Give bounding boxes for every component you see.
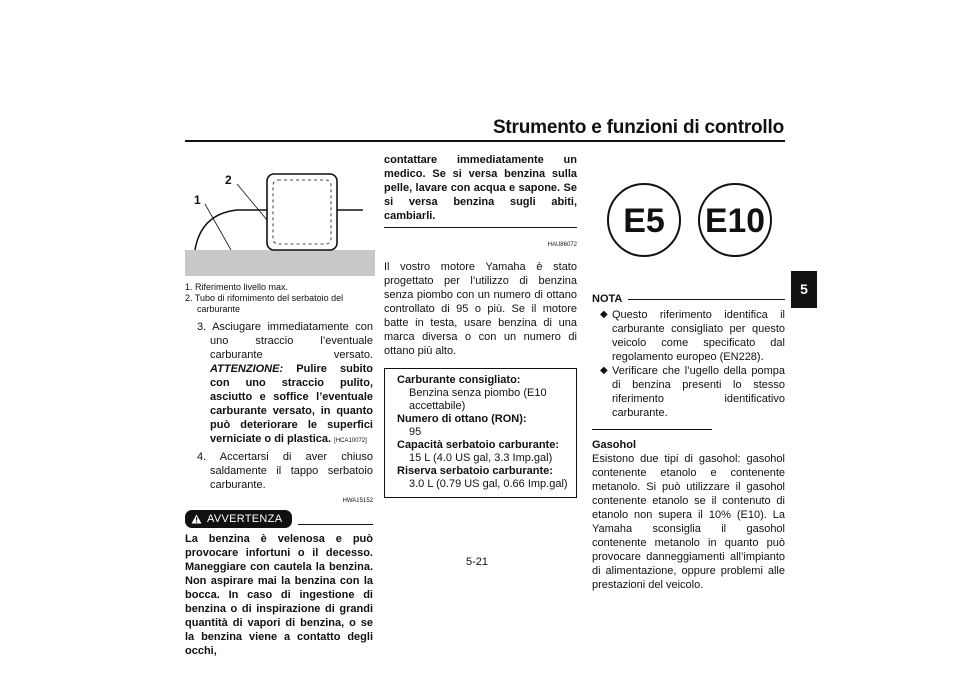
fuel-label-symbols: [606, 180, 774, 260]
column-1: [185, 282, 373, 658]
e10-text: E10: [705, 202, 765, 240]
fuel-filler-illustration: [185, 168, 375, 276]
spec-value: 15 L (4.0 US gal, 3.3 Imp.gal): [409, 452, 553, 464]
page-header-title: Strumento e funzioni di controllo: [492, 117, 784, 138]
spec-value: 3.0 L (0.79 US gal, 0.66 Imp.gal): [409, 478, 568, 490]
figure-caption-2: 2. Tubo di rifornimento del serbatoio del carburante: [185, 293, 344, 314]
warning-heading: [185, 510, 373, 528]
fuel-spec-box: [384, 368, 577, 498]
nota-heading: NOTA: [592, 292, 785, 306]
chapter-tab: 5: [791, 271, 817, 308]
nota-bullet: ◆ Verificare che l’ugello della pompa di benzina presenti lo stesso riferimento identificativo carburante.: [600, 365, 785, 419]
filler-tube: [267, 174, 337, 250]
nota-end-rule: [592, 429, 712, 430]
tank-surface: [185, 250, 375, 276]
header-rule: [185, 140, 785, 142]
figure-caption-1: 1. Riferimento livello max.: [185, 282, 289, 292]
nota-bullet: ◆ Questo riferimento identifica il carburante consigliato per questo veicolo come specificato dal regolamento europeo (EN228).: [600, 309, 785, 363]
warning-badge: AVVERTENZA: [185, 510, 292, 528]
spec-value: Benzina senza piombo (E10 accettabile): [409, 387, 547, 412]
page-number: 5-21: [466, 556, 489, 568]
bullet-diamond-icon: ◆: [600, 309, 608, 320]
warning-end-rule: [384, 227, 577, 228]
fuel-intro-text: Il vostro motore Yamaha è stato progettato per l’utilizzo di benzina senza piombo con un numero di ottano controllato di 95 o più. Se il motore batte in testa, usare benzina di una marca diversa o con un numero di ottano più alto.: [384, 261, 577, 357]
attention-text: Pulire subito con uno straccio pulito, asciutto e soffice l’eventuale carburante versato, in quanto può deteriorare le superfici verniciate o di plastica.: [210, 363, 373, 445]
callout-2: 2: [225, 173, 232, 187]
column-3: [592, 292, 785, 592]
e5-text: E5: [623, 202, 665, 240]
warning-triangle-icon: [191, 514, 202, 524]
spec-value: 95: [409, 426, 422, 438]
spec-label: Riserva serbatoio carburante:: [397, 465, 553, 477]
step-3: 3. Asciugare immediatamente con uno straccio l’eventuale carburante versato. ATTENZIONE: Pulire subito con uno straccio pulito, asciutto e soffice l’eventuale carburante versato, in quanto può deteriorare le superfici verniciate o di plastica. [HCA10072]: [197, 321, 374, 445]
gasohol-text: Esistono due tipi di gasohol: gasohol contenente etanolo e contenente metanolo. Si può utilizzare il gasohol contenente etanolo se il contenuto di etanolo non supera il 10% (E10). La Yamaha sconsiglia il gasohol contenente metanolo in quanto può provocare danneggiamenti all’impianto di alimentazione, oppure problemi alle prestazioni del veicolo.: [592, 453, 785, 591]
fuel-section-ref: HAU86072: [547, 242, 577, 248]
attention-label: ATTENZIONE:: [210, 363, 284, 375]
spec-label: Carburante consigliato:: [397, 374, 521, 386]
bullet-diamond-icon: ◆: [600, 365, 608, 376]
warning-text-part2: contattare immediatamente un medico. Se si versa benzina sulla pelle, lavare con acqua e sapone. Se si versa benzina sugli abiti, cambiarli.: [384, 154, 577, 222]
callout-1: 1: [194, 193, 201, 207]
attention-code: [HCA10072]: [334, 438, 367, 444]
spec-label: Numero di ottano (RON):: [397, 413, 527, 425]
spec-label: Capacità serbatoio carburante:: [397, 439, 559, 451]
warning-text-part1: La benzina è velenosa e può provocare infortuni o il decesso. Maneggiare con cautela la benzina. Non aspirare mai la benzina con la bocca. In caso di ingestione di benzina o di inspirazione di grandi quantità di vapori di benzina, o se la benzina viene a contatto degli occhi,: [185, 533, 373, 657]
column-2: [384, 153, 577, 498]
warning-ref-code: HWA15152: [342, 498, 373, 504]
gasohol-heading: Gasohol: [592, 439, 637, 451]
step-4: 4. Accertarsi di aver chiuso saldamente il tappo serbatoio carburante.: [197, 451, 374, 491]
